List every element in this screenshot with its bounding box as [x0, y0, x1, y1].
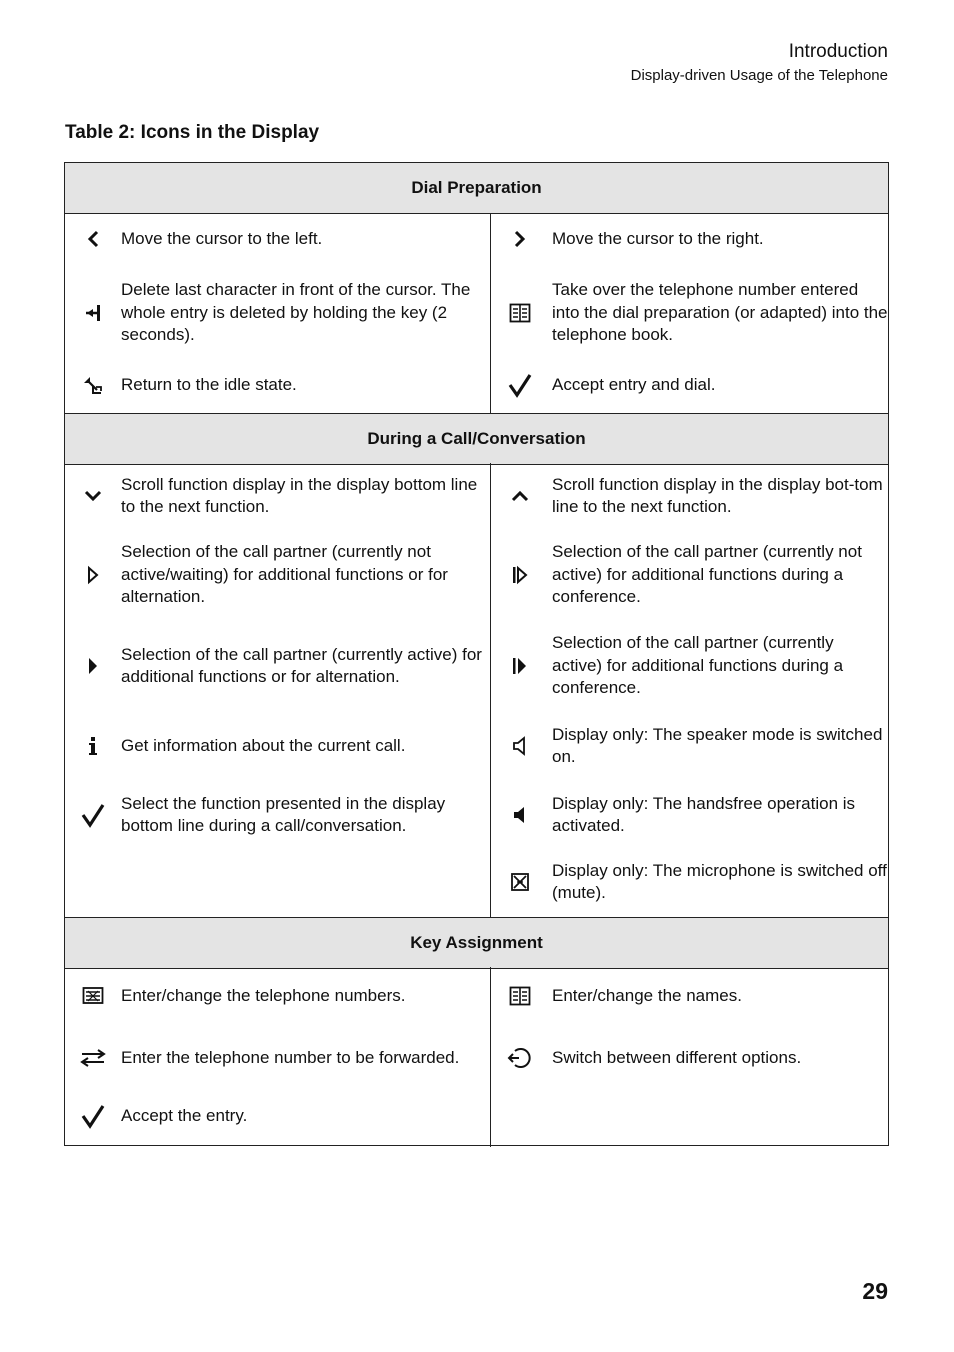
checkmark-icon	[65, 1103, 121, 1129]
table-row	[492, 971, 888, 1021]
partner-active-icon	[65, 656, 121, 676]
number-entry-icon	[65, 985, 121, 1007]
page-number: 29	[862, 1278, 888, 1304]
speaker-outline-icon	[492, 735, 548, 757]
row-description: Switch between different options.	[552, 1047, 802, 1067]
table-row	[65, 1091, 487, 1141]
row-description: Display only: The handsfree operation is activated.	[552, 793, 856, 835]
return-idle-icon	[65, 374, 121, 396]
section-header-during-call: During a Call/Conversation	[65, 413, 888, 465]
table-row	[65, 721, 487, 771]
row-description: Delete last character in front of the cursor. The whole entry is deleted by holding the key (2 seconds).	[121, 280, 471, 345]
delete-character-icon	[65, 302, 121, 324]
table-row	[492, 361, 888, 409]
row-description: Scroll function display in the display bot-tom line to the next function.	[552, 474, 883, 516]
row-description: Selection of the call partner (currently active) for additional functions or for alternation.	[121, 644, 482, 686]
row-description: Move the cursor to the left.	[121, 228, 323, 248]
column-divider	[490, 967, 491, 1147]
row-description: Move the cursor to the right.	[552, 228, 764, 248]
table-row	[65, 971, 487, 1021]
row-description: Take over the telephone number entered into the dial preparation (or adapted) into the telephone book.	[552, 280, 888, 345]
row-description: Return to the idle state.	[121, 374, 297, 394]
table-row	[492, 625, 888, 707]
table-row	[65, 629, 487, 703]
phone-book-icon	[492, 301, 548, 325]
table-row	[492, 469, 888, 523]
row-description: Accept the entry.	[121, 1105, 248, 1125]
table-row	[65, 533, 487, 617]
checkmark-icon	[65, 802, 121, 828]
header-section-title: Introduction	[788, 41, 888, 62]
row-description: Enter the telephone number to be forwarded.	[121, 1047, 460, 1067]
switch-options-icon	[492, 1046, 548, 1070]
table-row	[492, 787, 888, 843]
conference-partner-inactive-icon	[492, 565, 548, 585]
table-caption: Table 2: Icons in the Display	[65, 122, 320, 143]
row-description: Selection of the call partner (currently active) for additional functions during a conference.	[552, 633, 844, 698]
section-header-key-assignment: Key Assignment	[65, 917, 888, 969]
table-row	[492, 1033, 888, 1083]
checkmark-icon	[492, 372, 548, 398]
icons-table	[64, 162, 889, 1146]
conference-partner-active-icon	[492, 656, 548, 676]
info-icon	[65, 735, 121, 757]
table-row	[65, 361, 487, 409]
name-entry-icon	[492, 984, 548, 1008]
forward-arrows-icon	[65, 1047, 121, 1069]
table-row	[492, 267, 888, 359]
row-description: Enter/change the telephone numbers.	[121, 985, 406, 1005]
row-description: Scroll function display in the display bottom line to the next function.	[121, 474, 478, 516]
table-row	[492, 533, 888, 617]
section-header-dial-preparation: Dial Preparation	[65, 163, 888, 214]
column-divider	[490, 213, 491, 413]
row-description: Accept entry and dial.	[552, 374, 716, 394]
table-row	[492, 851, 888, 913]
row-description: Display only: The speaker mode is switched on.	[552, 724, 883, 766]
table-row	[65, 469, 487, 523]
row-description: Select the function presented in the display bottom line during a call/conversation.	[121, 793, 446, 835]
table-row	[65, 267, 487, 359]
row-description: Get information about the current call.	[121, 735, 406, 755]
table-row	[492, 719, 888, 773]
row-description: Selection of the call partner (currently not active/waiting) for additional functions or for alternation.	[121, 542, 448, 607]
microphone-mute-icon	[492, 871, 548, 893]
chevron-right-icon	[492, 229, 548, 249]
speaker-filled-icon	[492, 804, 548, 826]
table-row	[65, 215, 487, 263]
table-row	[492, 215, 888, 263]
chevron-down-icon	[65, 488, 121, 504]
table-row	[65, 787, 487, 843]
chevron-left-icon	[65, 229, 121, 249]
row-description: Enter/change the names.	[552, 985, 742, 1005]
row-description: Display only: The microphone is switched off (mute).	[552, 860, 887, 902]
row-description: Selection of the call partner (currently not active) for additional functions during a conference.	[552, 542, 862, 607]
partner-inactive-icon	[65, 565, 121, 585]
chevron-up-icon	[492, 488, 548, 504]
table-row	[65, 1033, 487, 1083]
header-subsection-title: Display-driven Usage of the Telephone	[630, 67, 888, 84]
column-divider	[490, 463, 491, 917]
